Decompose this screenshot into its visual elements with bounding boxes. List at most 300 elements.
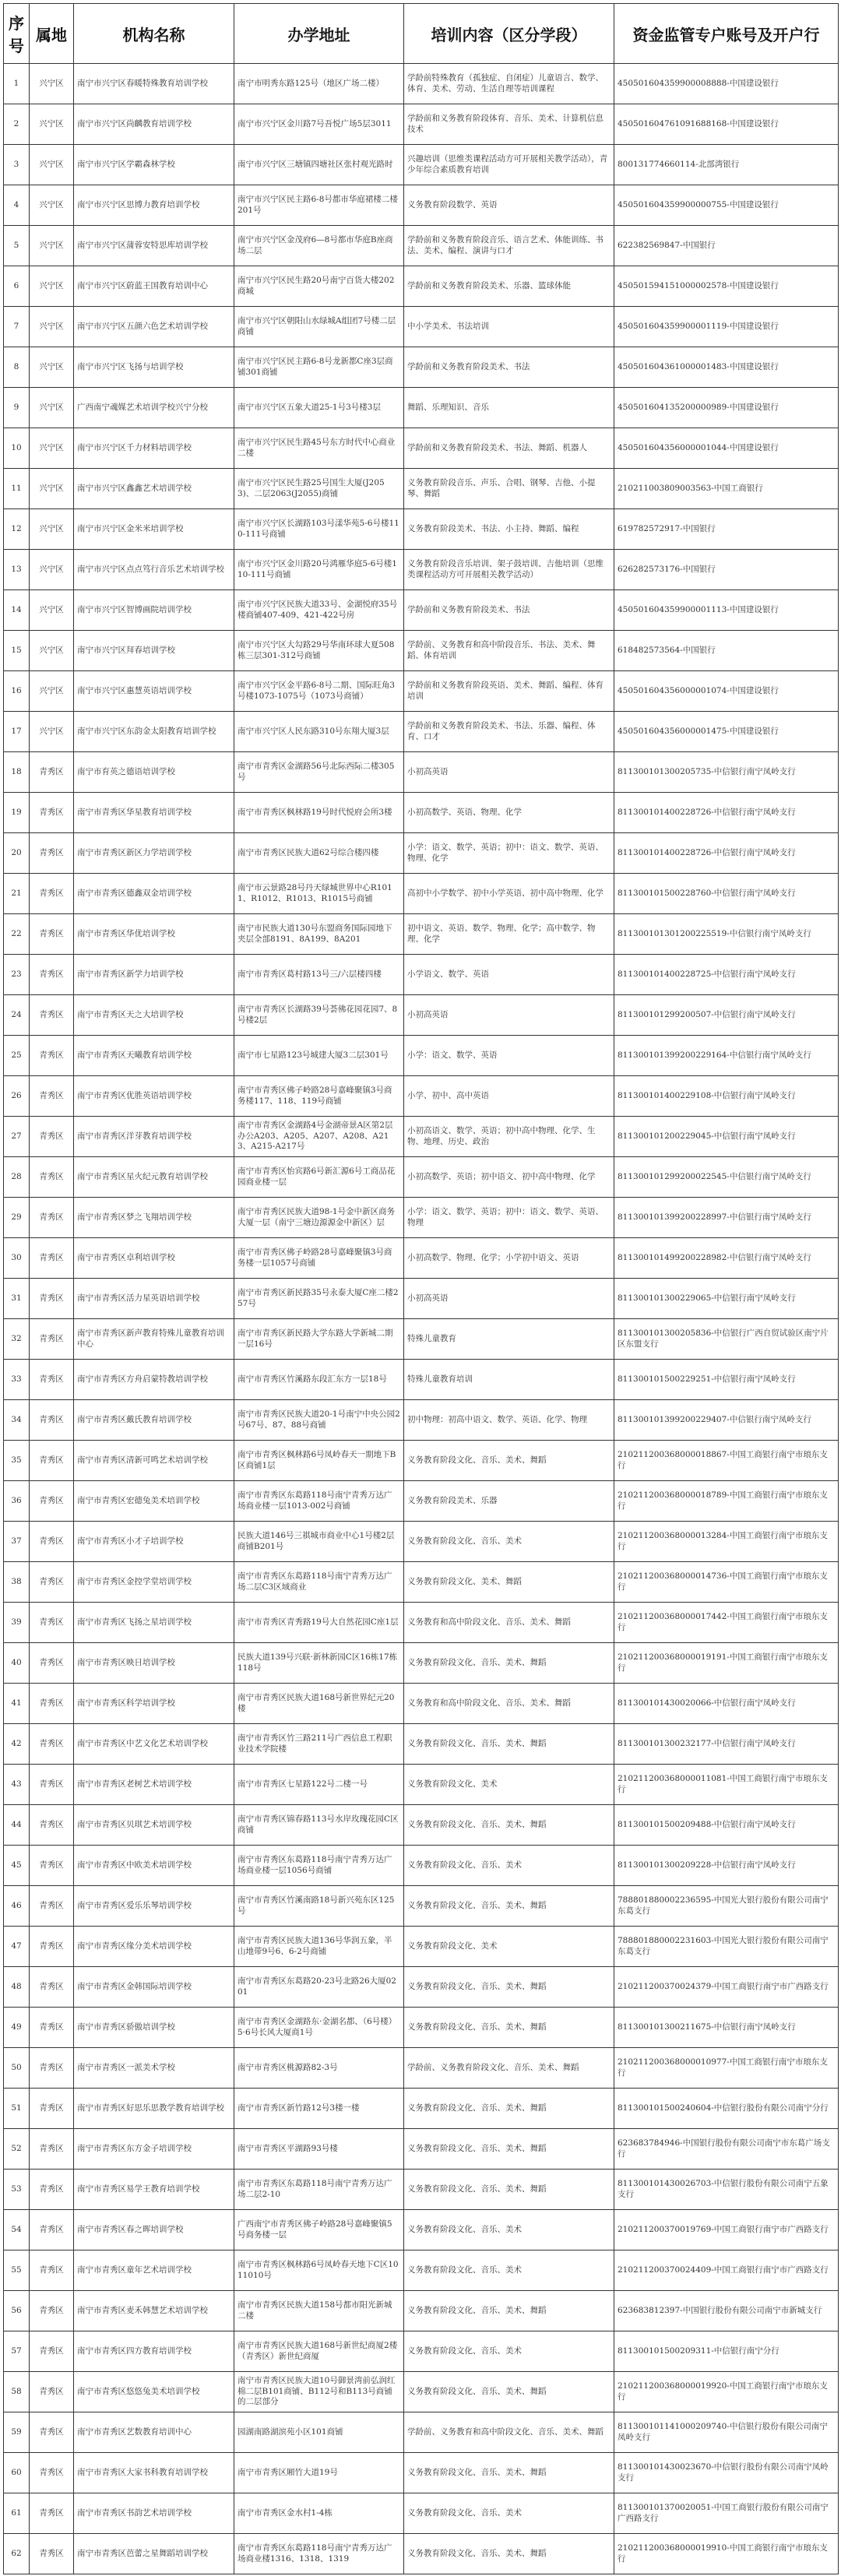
cell-index: 48 xyxy=(4,1967,30,2008)
cell-index: 33 xyxy=(4,1360,30,1400)
cell-district: 兴宁区 xyxy=(30,307,74,347)
cell-account: 811300101500209488-中信银行南宁凤岭支行 xyxy=(614,1805,839,1846)
cell-index: 54 xyxy=(4,2210,30,2250)
cell-content: 学龄前、义务教育和高中阶段文化、音乐、美术、舞蹈 xyxy=(404,2412,614,2453)
cell-content: 义务教育阶段文化、音乐、美术、舞蹈 xyxy=(404,2089,614,2129)
cell-district: 青秀区 xyxy=(30,2170,74,2210)
cell-district: 兴宁区 xyxy=(30,671,74,712)
header-content: 培训内容（区分学段） xyxy=(404,4,614,64)
cell-name: 南宁市青秀区东方金子培训学校 xyxy=(74,2129,234,2170)
cell-content: 小学语文、数学、英语 xyxy=(404,955,614,995)
cell-name: 南宁市青秀区麦禾韩慧艺术培训学校 xyxy=(74,2291,234,2331)
cell-name: 南宁市青秀区天之大培训学校 xyxy=(74,995,234,1036)
cell-account: 811300101300211675-中信银行南宁凤岭支行 xyxy=(614,2008,839,2048)
cell-index: 51 xyxy=(4,2089,30,2129)
cell-content: 初中物理：初高中语文、数学、英语、化学、物理 xyxy=(404,1400,614,1441)
table-row xyxy=(4,428,839,469)
cell-address: 南宁市青秀区民族大道158号都市阳光新城二楼 xyxy=(234,2291,404,2331)
table-row xyxy=(4,64,839,104)
cell-index: 2 xyxy=(4,104,30,145)
cell-address: 南宁市青秀区青秀路19号大自然花园C座1层 xyxy=(234,1603,404,1643)
cell-district: 青秀区 xyxy=(30,1400,74,1441)
table-row xyxy=(4,2089,839,2129)
cell-index: 3 xyxy=(4,145,30,185)
cell-district: 青秀区 xyxy=(30,1117,74,1157)
cell-district: 青秀区 xyxy=(30,1805,74,1846)
cell-name: 南宁市青秀区童年艺术培训学校 xyxy=(74,2250,234,2291)
cell-name: 南宁市兴宁区金米米培训学校 xyxy=(74,509,234,550)
cell-name: 南宁市青秀区新区力学培训学校 xyxy=(74,833,234,874)
cell-district: 青秀区 xyxy=(30,2210,74,2250)
cell-address: 南宁市兴宁区长湖路103号漾华苑5-6号楼110-111号商铺 xyxy=(234,509,404,550)
cell-name: 南宁市兴宁区五颜六色艺术培训学校 xyxy=(74,307,234,347)
cell-index: 24 xyxy=(4,995,30,1036)
cell-address: 南宁市青秀区锦春路113号水岸玫瑰花园C区商铺 xyxy=(234,1805,404,1846)
cell-address: 民族大道146号三祺城市商业中心1号楼2层商铺B201号 xyxy=(234,1522,404,1562)
cell-address: 南宁市兴宁区民生路20号南宁百货大楼202商城 xyxy=(234,266,404,307)
cell-address: 南宁市青秀区民族大道136号华润五象，半山地带9号6、6-2号商铺 xyxy=(234,1927,404,1967)
cell-account: 622382569847-中国银行 xyxy=(614,226,839,266)
cell-content: 义务教育阶段文化、音乐、美术、舞蹈 xyxy=(404,1967,614,2008)
cell-index: 26 xyxy=(4,1076,30,1117)
cell-index: 34 xyxy=(4,1400,30,1441)
cell-index: 8 xyxy=(4,347,30,388)
cell-content: 小学、初中、高中英语 xyxy=(404,1076,614,1117)
cell-account: 210211200370019769-中国工商银行南宁市广西路支行 xyxy=(614,2210,839,2250)
table-row xyxy=(4,1360,839,1400)
cell-account: 626282573176-中国银行 xyxy=(614,550,839,590)
cell-content: 义务教育阶段美术、书法、小主持、舞蹈、编程 xyxy=(404,509,614,550)
cell-content: 义务教育阶段文化、音乐、美术、舞蹈 xyxy=(404,2453,614,2493)
cell-content: 义务教育阶段文化、音乐、美术、舞蹈 xyxy=(404,2129,614,2170)
table-row xyxy=(4,2210,839,2250)
cell-address: 广西南宁市青秀区佛子岭路28号嘉峰聚镇5号商务楼一层 xyxy=(234,2210,404,2250)
cell-district: 青秀区 xyxy=(30,1967,74,2008)
cell-account: 811300101300209228-中信银行南宁凤岭支行 xyxy=(614,1846,839,1886)
cell-content: 义务教育和高中阶段文化、音乐、美术、舞蹈 xyxy=(404,1603,614,1643)
table-row xyxy=(4,1238,839,1279)
cell-index: 10 xyxy=(4,428,30,469)
cell-district: 青秀区 xyxy=(30,1279,74,1319)
cell-address: 南宁市兴宁区三塘镇四塘社区张村观光路时 xyxy=(234,145,404,185)
cell-district: 兴宁区 xyxy=(30,590,74,631)
table-row xyxy=(4,2331,839,2372)
cell-account: 210211200368000011081-中国工商银行南宁市琅东支行 xyxy=(614,1765,839,1805)
cell-index: 17 xyxy=(4,712,30,752)
cell-district: 青秀区 xyxy=(30,1076,74,1117)
cell-account: 811300101430023670-中信银行股份有限公司南宁凤岭支行 xyxy=(614,2453,839,2493)
table-row xyxy=(4,1198,839,1238)
cell-name: 南宁市青秀区贝琪艺术培训学校 xyxy=(74,1805,234,1846)
cell-content: 特殊儿童教育培训 xyxy=(404,1360,614,1400)
cell-name: 南宁市青秀区洋芽教育培训学校 xyxy=(74,1117,234,1157)
cell-content: 义务教育阶段文化、音乐、美术、舞蹈 xyxy=(404,1724,614,1765)
cell-name: 南宁市青秀区活力星英语培训学校 xyxy=(74,1279,234,1319)
cell-account: 811300101299200507-中信银行南宁凤岭支行 xyxy=(614,995,839,1036)
cell-account: 811300101300232177-中信银行南宁凤岭支行 xyxy=(614,1724,839,1765)
table-row xyxy=(4,1319,839,1360)
cell-address: 南宁市青秀区东葛路118号南宁青秀万达广场商业楼1316、1318、1319 xyxy=(234,2534,404,2574)
cell-index: 53 xyxy=(4,2170,30,2210)
cell-address: 南宁市七星路123号城建大厦3二层301号 xyxy=(234,1036,404,1076)
cell-district: 青秀区 xyxy=(30,2331,74,2372)
cell-account: 811300101400228725-中信银行南宁凤岭支行 xyxy=(614,955,839,995)
cell-index: 32 xyxy=(4,1319,30,1360)
cell-address: 南宁市青秀区民族大道20-1号南宁中央公园2号67号、87、88号商铺 xyxy=(234,1400,404,1441)
cell-address: 南宁市兴宁区大勾路29号华南环球大夏508栋三层301-312号商铺 xyxy=(234,631,404,671)
cell-name: 南宁市青秀区骄傲培训学校 xyxy=(74,2008,234,2048)
cell-account: 811300101430026703-中信银行股份有限公司南宁五象支行 xyxy=(614,2170,839,2210)
cell-name: 南宁市青秀区爱乐乐琴培训学校 xyxy=(74,1886,234,1927)
cell-content: 小初高数学、英语、物理、化学 xyxy=(404,793,614,833)
cell-district: 青秀区 xyxy=(30,914,74,955)
cell-address: 南宁市青秀区民族大道98-1号金中新区商务大厦一层（南宁三塘边源源金中新区）层 xyxy=(234,1198,404,1238)
cell-content: 小初高数学、物理、化学；小学初中语文、英语 xyxy=(404,1238,614,1279)
cell-account: 623683784946-中国银行股份有限公司南宁市东葛广场支行 xyxy=(614,2129,839,2170)
cell-name: 南宁市青秀区一派美术学校 xyxy=(74,2048,234,2089)
cell-account: 450501604356000001074-中国建设银行 xyxy=(614,671,839,712)
cell-district: 青秀区 xyxy=(30,1238,74,1279)
cell-name: 南宁市兴宁区东韵金太阳教育培训学校 xyxy=(74,712,234,752)
cell-index: 46 xyxy=(4,1886,30,1927)
cell-name: 南宁市青秀区中艺文化艺术培训学校 xyxy=(74,1724,234,1765)
cell-index: 22 xyxy=(4,914,30,955)
cell-district: 兴宁区 xyxy=(30,469,74,509)
cell-index: 41 xyxy=(4,1684,30,1724)
cell-index: 58 xyxy=(4,2372,30,2412)
cell-address: 南宁市兴宁区朝阳山水绿城A组团7号楼二层商铺 xyxy=(234,307,404,347)
cell-name: 南宁市兴宁区尚麟教育培训学校 xyxy=(74,104,234,145)
cell-account: 210211200368000017442-中国工商银行南宁市琅东支行 xyxy=(614,1603,839,1643)
cell-address: 南宁市青秀区枫林路19号时代悦府会所3楼 xyxy=(234,793,404,833)
cell-account: 811300101500240604-中信银行股份有限公司南宁分行 xyxy=(614,2089,839,2129)
cell-account: 210211200368000019191-中国工商银行南宁市琅东支行 xyxy=(614,1643,839,1684)
cell-name: 南宁市兴宁区鑫鑫艺术培训学校 xyxy=(74,469,234,509)
cell-name: 南宁市青秀区新学力培训学校 xyxy=(74,955,234,995)
cell-index: 27 xyxy=(4,1117,30,1157)
cell-district: 青秀区 xyxy=(30,1886,74,1927)
cell-district: 兴宁区 xyxy=(30,388,74,428)
cell-district: 青秀区 xyxy=(30,2372,74,2412)
cell-address: 南宁市兴宁区民主路6-8号龙新都C座3层商铺301商铺 xyxy=(234,347,404,388)
cell-account: 623683812397-中国银行股份有限公司南宁市新城支行 xyxy=(614,2291,839,2331)
cell-account: 450501604356000001044-中国建设银行 xyxy=(614,428,839,469)
cell-account: 450501604359900001113-中国建设银行 xyxy=(614,590,839,631)
cell-district: 青秀区 xyxy=(30,955,74,995)
cell-index: 47 xyxy=(4,1927,30,1967)
cell-account: 811300101500209311-中信银行南宁分行 xyxy=(614,2331,839,2372)
table-row xyxy=(4,955,839,995)
cell-address: 南宁市兴宁区金茂府6—8号都市华庭B座商场二层 xyxy=(234,226,404,266)
cell-name: 南宁市兴宁区拜春培训学校 xyxy=(74,631,234,671)
cell-content: 义务教育阶段文化、音乐、美术、舞蹈 xyxy=(404,2008,614,2048)
cell-content: 义务教育阶段文化、美术 xyxy=(404,1927,614,1967)
table-row xyxy=(4,1400,839,1441)
cell-name: 南宁市兴宁区点点笃行音乐艺术培训学校 xyxy=(74,550,234,590)
cell-district: 青秀区 xyxy=(30,2493,74,2534)
cell-index: 5 xyxy=(4,226,30,266)
table-row xyxy=(4,2493,839,2534)
cell-name: 南宁市青秀区华优培训学校 xyxy=(74,914,234,955)
cell-address: 南宁市青秀区佛子岭路28号嘉峰聚镇3号商务楼一层1057号商铺 xyxy=(234,1238,404,1279)
cell-content: 义务教育阶段文化、音乐、美术 xyxy=(404,2250,614,2291)
cell-district: 青秀区 xyxy=(30,2008,74,2048)
table-row xyxy=(4,2008,839,2048)
cell-name: 南宁市青秀区悠悠兔美术培训学校 xyxy=(74,2372,234,2412)
table-row xyxy=(4,145,839,185)
cell-name: 南宁市青秀区大家书科教育培训学校 xyxy=(74,2453,234,2493)
cell-address: 南宁市青秀区东葛路118号南宁青秀万达广场二层C3区域商业 xyxy=(234,1562,404,1603)
cell-name: 南宁市青秀区天曦教育培训学校 xyxy=(74,1036,234,1076)
cell-district: 兴宁区 xyxy=(30,428,74,469)
cell-account: 450501604361000001483-中国建设银行 xyxy=(614,347,839,388)
cell-address: 南宁市兴宁区民族大道33号、金湖悦府35号楼商铺407-409、421-422号房 xyxy=(234,590,404,631)
cell-content: 义务教育阶段美术、乐器 xyxy=(404,1481,614,1522)
cell-index: 44 xyxy=(4,1805,30,1846)
cell-index: 6 xyxy=(4,266,30,307)
cell-content: 义务教育阶段文化、音乐、美术 xyxy=(404,2210,614,2250)
cell-content: 义务教育和高中阶段文化、音乐、美术、舞蹈 xyxy=(404,1684,614,1724)
cell-content: 义务教育阶段文化、音乐、美术、舞蹈 xyxy=(404,1441,614,1481)
cell-index: 1 xyxy=(4,64,30,104)
cell-account: 450501594151000002578-中国建设银行 xyxy=(614,266,839,307)
cell-name: 南宁市青秀区好思乐思教学教育培训学校 xyxy=(74,2089,234,2129)
cell-name: 南宁市兴宁区蔚蓝王国教育培训中心 xyxy=(74,266,234,307)
cell-name: 南宁市青秀区戴氏教育培训学校 xyxy=(74,1400,234,1441)
cell-index: 18 xyxy=(4,752,30,793)
cell-account: 450501604135200000989-中国建设银行 xyxy=(614,388,839,428)
cell-district: 青秀区 xyxy=(30,1319,74,1360)
cell-name: 南宁市青秀区卓利培训学校 xyxy=(74,1238,234,1279)
cell-content: 义务教育阶段文化、音乐、美术 xyxy=(404,1522,614,1562)
cell-address: 南宁市兴宁区民生路25号国生大厦(J2053)、二层2063(J2055)商铺 xyxy=(234,469,404,509)
cell-district: 青秀区 xyxy=(30,1522,74,1562)
cell-account: 210211200368000018789-中国工商银行南宁市琅东支行 xyxy=(614,1481,839,1522)
cell-account: 450501604359900008888-中国建设银行 xyxy=(614,64,839,104)
cell-account: 210211200368000018867-中国工商银行南宁市琅东支行 xyxy=(614,1441,839,1481)
cell-account: 811300101500229251-中信银行南宁凤岭支行 xyxy=(614,1360,839,1400)
cell-address: 南宁市青秀区厢竹大道19号 xyxy=(234,2453,404,2493)
cell-content: 义务教育阶段音乐、声乐、合唱、钢琴、吉他、小提琴、舞蹈 xyxy=(404,469,614,509)
cell-district: 青秀区 xyxy=(30,2089,74,2129)
cell-content: 学龄前和义务教育阶段体育、音乐、美术、计算机信息技术 xyxy=(404,104,614,145)
cell-district: 青秀区 xyxy=(30,1441,74,1481)
cell-index: 31 xyxy=(4,1279,30,1319)
cell-account: 210211200368000019910-中国工商银行南宁市琅东支行 xyxy=(614,2534,839,2574)
cell-address: 南宁市兴宁区民主路6-8号都市华庭裙楼二楼201号 xyxy=(234,185,404,226)
cell-name: 南宁市青秀区四方教育培训学校 xyxy=(74,2331,234,2372)
cell-address: 南宁市青秀区民族大道10号御景湾前弘润红棉二层B101商铺、B112号和B113号商铺的二层部分 xyxy=(234,2372,404,2412)
table-row xyxy=(4,2291,839,2331)
cell-name: 南宁市青秀区金控学堂培训学校 xyxy=(74,1562,234,1603)
table-row xyxy=(4,671,839,712)
cell-account: 811300101500228760-中信银行南宁凤岭支行 xyxy=(614,874,839,914)
cell-content: 学龄前、义务教育和高中阶段音乐、书法、美术、舞蹈、体育培训 xyxy=(404,631,614,671)
cell-address: 南宁市青秀区金湖路4号金湖帝景A区第2层办公A203、A205、A207、A208、A213、A215-A217号 xyxy=(234,1117,404,1157)
cell-content: 义务教育阶段文化、音乐、美术、舞蹈 xyxy=(404,2534,614,2574)
cell-address: 南宁市青秀区金水村1-4栋 xyxy=(234,2493,404,2534)
cell-content: 学龄前特殊教育（孤独症、自闭症）儿童语言、数学、体育、美术、劳动、生活自理等培训课程 xyxy=(404,64,614,104)
cell-address: 南宁市青秀区桃源路82-3号 xyxy=(234,2048,404,2089)
table-row xyxy=(4,2170,839,2210)
cell-content: 学龄前和义务教育阶段音乐、语言艺术、体能训练、书法、美术、编程、演讲与口才 xyxy=(404,226,614,266)
cell-district: 青秀区 xyxy=(30,1603,74,1643)
cell-account: 811300101430020066-中信银行南宁凤岭支行 xyxy=(614,1684,839,1724)
cell-content: 初中语文、英语、数学、物理、化学；高中数学、物理、化学 xyxy=(404,914,614,955)
table-row xyxy=(4,1765,839,1805)
cell-account: 618482573564-中国银行 xyxy=(614,631,839,671)
cell-content: 中小学美术、书法培训 xyxy=(404,307,614,347)
cell-address: 南宁市兴宁区金平路6-8号二期、国际旺角3号楼1073-1075号（1073号商铺） xyxy=(234,671,404,712)
cell-district: 青秀区 xyxy=(30,2453,74,2493)
cell-account: 811300101499200228982-中信银行南宁凤岭支行 xyxy=(614,1238,839,1279)
cell-address: 南宁市兴宁区五象大道25-1号3号楼3层 xyxy=(234,388,404,428)
cell-district: 青秀区 xyxy=(30,2129,74,2170)
cell-district: 兴宁区 xyxy=(30,266,74,307)
cell-content: 学龄前和义务教育阶段美术、乐器、篮球体能 xyxy=(404,266,614,307)
cell-district: 兴宁区 xyxy=(30,104,74,145)
table-row xyxy=(4,1886,839,1927)
cell-content: 特殊儿童教育 xyxy=(404,1319,614,1360)
cell-index: 49 xyxy=(4,2008,30,2048)
cell-district: 青秀区 xyxy=(30,1724,74,1765)
cell-name: 南宁市青秀区新声教育特殊儿童教育培训中心 xyxy=(74,1319,234,1360)
cell-district: 青秀区 xyxy=(30,995,74,1036)
cell-address: 南宁市青秀区新民路35号永泰大厦C座二楼257号 xyxy=(234,1279,404,1319)
cell-index: 29 xyxy=(4,1198,30,1238)
cell-district: 青秀区 xyxy=(30,2534,74,2574)
cell-content: 小学：语文、数学、英语；初中：语文、数学、英语、物理 xyxy=(404,1198,614,1238)
cell-district: 青秀区 xyxy=(30,1198,74,1238)
cell-district: 青秀区 xyxy=(30,833,74,874)
cell-address: 南宁市兴宁区民生路45号东方时代中心商业二楼 xyxy=(234,428,404,469)
cell-index: 28 xyxy=(4,1157,30,1198)
cell-address: 民族大道139号兴联·新林新园C区16栋17栋118号 xyxy=(234,1643,404,1684)
cell-name: 南宁市兴宁区惠慧英语培训学校 xyxy=(74,671,234,712)
cell-name: 南宁市青秀区春之晖培训学校 xyxy=(74,2210,234,2250)
cell-index: 23 xyxy=(4,955,30,995)
cell-district: 兴宁区 xyxy=(30,185,74,226)
table-row xyxy=(4,1967,839,2008)
cell-account: 811300101399200228997-中信银行南宁凤岭支行 xyxy=(614,1198,839,1238)
cell-index: 61 xyxy=(4,2493,30,2534)
table-row xyxy=(4,1481,839,1522)
header-account: 资金监管专户账号及开户行 xyxy=(614,4,839,64)
cell-content: 高初中小学数学、初中小学英语、初中高中物理、化学 xyxy=(404,874,614,914)
cell-address: 南宁市青秀区东葛路118号南宁青秀万达广场商业楼一层1056号商铺 xyxy=(234,1846,404,1886)
cell-name: 南宁市青秀区德鑫双金培训学校 xyxy=(74,874,234,914)
table-row xyxy=(4,2048,839,2089)
table-row xyxy=(4,226,839,266)
table-row xyxy=(4,469,839,509)
cell-address: 南宁市云景路28号丹天绿城世界中心R1011、R1012、R1013、R1015号商铺 xyxy=(234,874,404,914)
cell-content: 义务教育阶段文化、音乐、美术、舞蹈 xyxy=(404,2291,614,2331)
table-row xyxy=(4,1805,839,1846)
cell-address: 南宁市青秀区新民路大学东路大学新城二期一层16号 xyxy=(234,1319,404,1360)
cell-address: 南宁市青秀区金湖路56号北际西际二楼305号 xyxy=(234,752,404,793)
cell-content: 兴趣培训（思维类课程活动方可开展相关教学活动），青少年综合素质教育培训 xyxy=(404,145,614,185)
table-row xyxy=(4,1684,839,1724)
table-row xyxy=(4,2250,839,2291)
cell-account: 788801880002236595-中国光大银行股份有限公司南宁东葛支行 xyxy=(614,1886,839,1927)
cell-address: 南宁市兴宁区金川路20号鸿雁华庭5-6号楼110-111号商铺 xyxy=(234,550,404,590)
cell-index: 15 xyxy=(4,631,30,671)
cell-account: 811300101301200225519-中信银行南宁凤岭支行 xyxy=(614,914,839,955)
cell-content: 义务教育阶段文化、音乐、美术、舞蹈 xyxy=(404,2372,614,2412)
cell-account: 811300101300205836-中信银行广西自贸试验区南宁片区东盟支行 xyxy=(614,1319,839,1360)
cell-index: 13 xyxy=(4,550,30,590)
table-row xyxy=(4,833,839,874)
cell-name: 南宁市育英之德语培训学校 xyxy=(74,752,234,793)
cell-account: 811300101300205735-中信银行南宁凤岭支行 xyxy=(614,752,839,793)
cell-content: 义务教育阶段文化、音乐、美术 xyxy=(404,2493,614,2534)
cell-index: 55 xyxy=(4,2250,30,2291)
cell-address: 南宁市青秀区竹溪路东段汇东方一层18号 xyxy=(234,1360,404,1400)
cell-index: 9 xyxy=(4,388,30,428)
cell-index: 20 xyxy=(4,833,30,874)
cell-name: 南宁市青秀区梦之飞翔培训学校 xyxy=(74,1198,234,1238)
cell-name: 南宁市兴宁区思博力教育培训学校 xyxy=(74,185,234,226)
cell-address: 南宁市明秀东路125号（地区广场二楼） xyxy=(234,64,404,104)
cell-account: 210211200368000013284-中国工商银行南宁市琅东支行 xyxy=(614,1522,839,1562)
header-name: 机构名称 xyxy=(74,4,234,64)
cell-content: 小初高英语 xyxy=(404,995,614,1036)
cell-content: 义务教育阶段文化、音乐、美术、舞蹈 xyxy=(404,1805,614,1846)
cell-index: 39 xyxy=(4,1603,30,1643)
cell-address: 南宁市青秀区民族大道62号综合楼四楼 xyxy=(234,833,404,874)
header-row xyxy=(4,4,839,64)
cell-account: 811300101400228726-中信银行南宁凤岭支行 xyxy=(614,833,839,874)
cell-name: 南宁市兴宁区蒲蓉安特思库培训学校 xyxy=(74,226,234,266)
table-row xyxy=(4,1076,839,1117)
cell-district: 青秀区 xyxy=(30,1481,74,1522)
cell-district: 兴宁区 xyxy=(30,631,74,671)
cell-name: 广西南宁魂媒艺术培训学校兴宁分校 xyxy=(74,388,234,428)
cell-account: 811300101370020051-中国工商银行股份有限公司南宁广西路支行 xyxy=(614,2493,839,2534)
table-row xyxy=(4,914,839,955)
cell-name: 南宁市兴宁区春暖特殊教育培训学校 xyxy=(74,64,234,104)
table-row xyxy=(4,1279,839,1319)
cell-index: 35 xyxy=(4,1441,30,1481)
cell-name: 南宁市青秀区清新可鸣艺术培训学校 xyxy=(74,1441,234,1481)
cell-index: 62 xyxy=(4,2534,30,2574)
cell-name: 南宁市青秀区书韵艺术培训学校 xyxy=(74,2493,234,2534)
cell-address: 南宁市民族大道130号东盟商务国际园地下夹层全部8191、8A199、8A201 xyxy=(234,914,404,955)
cell-district: 青秀区 xyxy=(30,1360,74,1400)
cell-index: 30 xyxy=(4,1238,30,1279)
cell-district: 青秀区 xyxy=(30,1927,74,1967)
cell-content: 义务教育阶段文化、美术、舞蹈 xyxy=(404,1562,614,1603)
cell-district: 兴宁区 xyxy=(30,509,74,550)
cell-district: 青秀区 xyxy=(30,2250,74,2291)
institution-table xyxy=(3,3,839,2574)
cell-index: 42 xyxy=(4,1724,30,1765)
table-row xyxy=(4,874,839,914)
cell-address: 园湖南路湖滨苑小区101商铺 xyxy=(234,2412,404,2453)
cell-content: 义务教育阶段文化、音乐、美术 xyxy=(404,1846,614,1886)
cell-content: 学龄前和义务教育阶段英语、美术、舞蹈、编程、体育培训 xyxy=(404,671,614,712)
header-district: 属地 xyxy=(30,4,74,64)
cell-name: 南宁市青秀区飞扬之星培训学校 xyxy=(74,1603,234,1643)
cell-account: 210211200368000014736-中国工商银行南宁市琅东支行 xyxy=(614,1562,839,1603)
cell-content: 小初高语文、数学、英语；初中高中物理、化学、生物、地理、历史、政治 xyxy=(404,1117,614,1157)
table-row xyxy=(4,307,839,347)
cell-name: 南宁市青秀区科学培训学校 xyxy=(74,1684,234,1724)
table-row xyxy=(4,509,839,550)
cell-index: 14 xyxy=(4,590,30,631)
cell-account: 811300101141000209740-中信银行股份有限公司南宁凤岭支行 xyxy=(614,2412,839,2453)
cell-index: 43 xyxy=(4,1765,30,1805)
